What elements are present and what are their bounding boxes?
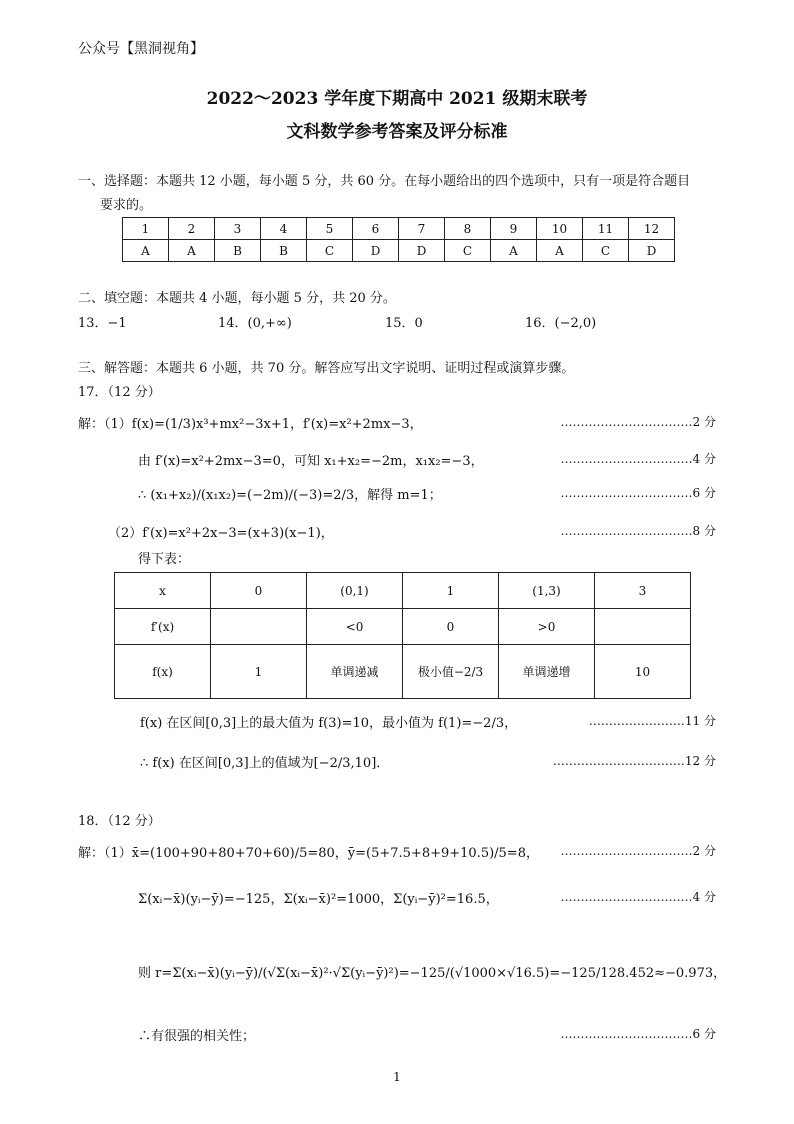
- answer-value-cell: C: [307, 240, 353, 262]
- table-cell: f(x): [115, 645, 211, 699]
- fill-answer-16: 16．(−2,0): [525, 316, 597, 331]
- answer-value-cell: D: [629, 240, 675, 262]
- table-cell: f′(x): [115, 609, 211, 645]
- answer-number-cell: 11: [583, 218, 629, 240]
- q18-score1: ……………………………2 分: [560, 844, 716, 858]
- answer-value-cell: C: [583, 240, 629, 262]
- table-row-x: [115, 573, 691, 609]
- title-line-1: 2022～2023 学年度下期高中 2021 级期末联考: [206, 89, 588, 109]
- section3-intro: 三、解答题：本题共 6 小题，共 70 分。解答应写出文字说明、证明过程或演算步骤。: [78, 361, 575, 376]
- monotonicity-table: [114, 572, 691, 699]
- table-cell: 单调递增: [499, 645, 595, 699]
- table-row-fprime: [115, 609, 691, 645]
- fill-answer-14: 14．(0,+∞): [218, 316, 292, 331]
- q18-heading: 18．（12 分）: [78, 814, 161, 829]
- answer-number-cell: 2: [169, 218, 215, 240]
- answer-number-cell: 7: [399, 218, 445, 240]
- table-cell: x: [115, 573, 211, 609]
- q17-step1: 解：（1）f(x)=(1/3)x³+mx²−3x+1，f′(x)=x²+2mx−3，: [78, 417, 423, 432]
- section1-intro-line1: 一、选择题：本题共 12 小题，每小题 5 分，共 60 分。在每小题给出的四个选项中，只有一项是符合题目: [78, 174, 691, 189]
- answer-number-cell: 6: [353, 218, 399, 240]
- answer-value-row: [123, 240, 675, 262]
- table-cell: 0: [403, 609, 499, 645]
- answer-number-cell: 5: [307, 218, 353, 240]
- answer-value-cell: D: [399, 240, 445, 262]
- answer-number-cell: 1: [123, 218, 169, 240]
- q18-step2: Σ(xᵢ−x̄)(yᵢ−ȳ)=−125，Σ(xᵢ−x̄)²=1000，Σ(yᵢ−ȳ)²=16.5，: [138, 892, 499, 907]
- table-cell: [595, 609, 691, 645]
- q18-step4: ∴有很强的相关性；: [138, 1029, 256, 1044]
- q18-step3: 则 r=Σ(xᵢ−x̄)(yᵢ−ȳ)/(√Σ(xᵢ−x̄)²·√Σ(yᵢ−ȳ)²)=−125/(√1000×√16.5)=−125/128.452≈−0.973，: [138, 966, 727, 981]
- answer-number-cell: 10: [537, 218, 583, 240]
- choice-answer-table: [122, 217, 675, 262]
- answer-number-row: [123, 218, 675, 240]
- section2-intro: 二、填空题：本题共 4 小题，每小题 5 分，共 20 分。: [78, 291, 396, 306]
- q18-score4: ……………………………6 分: [560, 1027, 716, 1041]
- q17-score2: ……………………………4 分: [560, 452, 716, 466]
- q18-score2: ……………………………4 分: [560, 890, 716, 904]
- table-cell: (0,1): [307, 573, 403, 609]
- q17-step3: ∴ (x₁+x₂)/(x₁x₂)=(−2m)/(−3)=2/3，解得 m=1；: [138, 488, 442, 503]
- table-cell: 0: [211, 573, 307, 609]
- answer-number-cell: 3: [215, 218, 261, 240]
- table-cell: 1: [403, 573, 499, 609]
- q17-heading: 17．（12 分）: [78, 385, 161, 400]
- header-tag: 公众号【黑洞视角】: [78, 41, 204, 57]
- table-cell: (1,3): [499, 573, 595, 609]
- title-line-2: 文科数学参考答案及评分标准: [286, 122, 508, 142]
- fill-answer-13: 13．−1: [78, 316, 127, 331]
- answer-value-cell: B: [215, 240, 261, 262]
- answer-value-cell: A: [491, 240, 537, 262]
- section1-intro-line2: 要求的。: [100, 198, 153, 213]
- page-number: 1: [393, 1070, 401, 1084]
- answer-number-cell: 9: [491, 218, 537, 240]
- q17-score6: ……………………………12 分: [552, 754, 716, 768]
- answer-value-cell: A: [169, 240, 215, 262]
- table-row-f: [115, 645, 691, 699]
- table-cell: >0: [499, 609, 595, 645]
- q18-step1: 解：（1）x̄=(100+90+80+70+60)/5=80，ȳ=(5+7.5+8+9+10.5)/5=8，: [78, 846, 539, 861]
- q17-step2: 由 f′(x)=x²+2mx−3=0，可知 x₁+x₂=−2m，x₁x₂=−3，: [138, 454, 484, 469]
- answer-value-cell: A: [537, 240, 583, 262]
- q17-score3: ……………………………6 分: [560, 486, 716, 500]
- fill-answer-15: 15．0: [385, 316, 423, 331]
- q17-score4: ……………………………8 分: [560, 524, 716, 538]
- q17-step5: f(x) 在区间[0,3]上的最大值为 f(3)=10，最小值为 f(1)=−2/3，: [140, 716, 518, 731]
- table-cell: 3: [595, 573, 691, 609]
- table-cell: <0: [307, 609, 403, 645]
- table-cell: 10: [595, 645, 691, 699]
- answer-value-cell: C: [445, 240, 491, 262]
- q17-score1: ……………………………2 分: [560, 415, 716, 429]
- answer-number-cell: 12: [629, 218, 675, 240]
- table-cell: 1: [211, 645, 307, 699]
- table-cell: 极小值−2/3: [403, 645, 499, 699]
- table-cell: [211, 609, 307, 645]
- answer-number-cell: 4: [261, 218, 307, 240]
- q17-step4: （2）f′(x)=x²+2x−3=(x+3)(x−1)，: [108, 526, 334, 541]
- q17-table-lead: 得下表：: [138, 552, 191, 567]
- q17-score5: ……………………11 分: [588, 714, 716, 728]
- answer-number-cell: 8: [445, 218, 491, 240]
- table-cell: 单调递减: [307, 645, 403, 699]
- answer-value-cell: D: [353, 240, 399, 262]
- answer-value-cell: A: [123, 240, 169, 262]
- answer-value-cell: B: [261, 240, 307, 262]
- q17-step6: ∴ f(x) 在区间[0,3]上的值域为[−2/3,10]．: [140, 756, 390, 771]
